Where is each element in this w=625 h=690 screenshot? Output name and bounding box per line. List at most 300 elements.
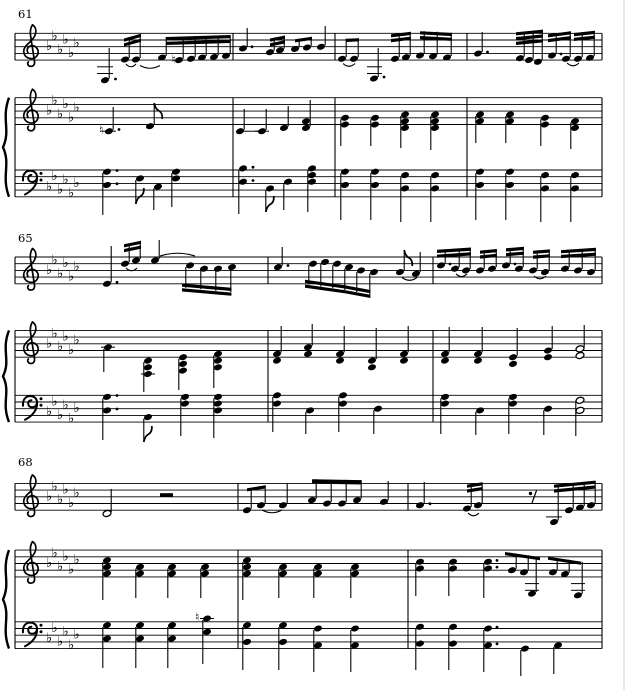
key-flat-icon: ♭	[51, 394, 58, 410]
notehead	[242, 556, 252, 564]
eighth-flag	[266, 196, 274, 212]
key-flat-icon: ♭	[73, 175, 80, 191]
notehead	[390, 55, 400, 63]
measure-number: 61	[18, 7, 33, 21]
key-flat-icon: ♭	[57, 407, 64, 423]
notehead	[143, 413, 153, 421]
notehead	[540, 171, 550, 179]
notehead	[369, 268, 379, 276]
augmentation-dot	[486, 51, 489, 54]
notehead	[143, 363, 153, 371]
notehead	[450, 265, 460, 273]
notehead	[337, 499, 347, 507]
beam	[480, 249, 497, 254]
notehead	[370, 114, 380, 122]
notehead	[301, 124, 311, 132]
notehead	[213, 393, 223, 401]
key-flat-icon: ♭	[51, 545, 58, 561]
notehead	[369, 74, 379, 82]
notehead	[102, 563, 112, 571]
notehead	[290, 45, 300, 53]
notehead	[213, 357, 223, 365]
notehead	[200, 563, 210, 571]
notehead	[178, 353, 188, 361]
notehead	[202, 614, 212, 622]
key-flat-icon: ♭	[68, 411, 75, 427]
tie-slur	[402, 278, 417, 281]
notehead	[415, 564, 425, 572]
notehead	[303, 350, 313, 358]
notehead	[440, 357, 450, 365]
notehead	[586, 268, 596, 276]
notehead	[473, 350, 483, 358]
piano-brace	[3, 550, 9, 649]
notehead	[533, 58, 543, 66]
key-flat-icon: ♭	[62, 32, 69, 48]
notehead	[400, 110, 410, 118]
key-flat-icon: ♭	[51, 93, 58, 109]
key-flat-icon: ♭	[68, 185, 75, 201]
notehead	[508, 360, 518, 368]
notehead	[102, 556, 112, 564]
key-flat-icon: ♭	[73, 35, 80, 51]
natural-accidental-icon: ♮	[171, 52, 176, 67]
bass-clef-dot	[40, 397, 43, 400]
key-flat-icon: ♭	[57, 42, 64, 58]
key-flat-icon: ♭	[68, 45, 75, 61]
notehead	[102, 181, 112, 189]
notehead	[102, 621, 112, 629]
half-notehead	[575, 396, 585, 404]
augmentation-dot	[560, 53, 563, 56]
key-flat-icon: ♭	[68, 343, 75, 358]
tie-slur	[126, 64, 136, 67]
notehead	[272, 400, 282, 408]
notehead	[135, 621, 145, 629]
notehead	[411, 270, 421, 278]
notehead	[120, 55, 130, 63]
notehead	[448, 564, 458, 572]
notehead	[186, 55, 196, 63]
notehead	[313, 570, 323, 578]
notehead	[349, 55, 359, 63]
key-flat-icon: ♭	[68, 562, 75, 578]
bass-clef-dot	[40, 179, 43, 182]
notehead	[540, 184, 550, 192]
tie-slur	[567, 63, 579, 66]
notehead	[430, 110, 440, 118]
beam	[295, 37, 312, 43]
notehead	[415, 558, 425, 566]
notehead	[145, 122, 155, 130]
key-flat-icon: ♭	[57, 266, 64, 282]
notehead	[313, 641, 323, 649]
bass-clef-icon	[23, 171, 37, 195]
notehead	[180, 400, 190, 408]
notehead	[185, 261, 195, 269]
notehead	[303, 343, 313, 351]
notehead	[278, 570, 288, 578]
augmentation-dot	[116, 169, 119, 172]
notehead	[543, 353, 553, 361]
notehead	[549, 518, 559, 526]
notehead	[135, 174, 145, 182]
notehead	[573, 266, 583, 274]
notehead	[570, 124, 580, 132]
notehead	[483, 624, 493, 632]
notehead	[273, 263, 283, 271]
beam	[346, 38, 359, 42]
notehead	[564, 506, 574, 514]
key-flat-icon: ♭	[51, 252, 58, 268]
notehead	[400, 117, 410, 125]
notehead	[131, 55, 141, 63]
notehead	[340, 114, 350, 122]
augmentation-dot	[252, 166, 255, 169]
augmentation-dot	[287, 264, 290, 267]
piano-brace	[3, 98, 9, 197]
beam	[506, 252, 524, 257]
notehead	[370, 120, 380, 128]
notehead	[167, 570, 177, 578]
notehead	[483, 564, 493, 572]
notehead	[540, 114, 550, 122]
notehead	[570, 117, 580, 125]
key-flat-icon: ♭	[73, 627, 80, 643]
notehead	[102, 168, 112, 176]
key-flat-icon: ♭	[62, 482, 69, 498]
key-flat-icon: ♭	[46, 262, 53, 278]
notehead	[448, 558, 458, 566]
notehead	[543, 346, 553, 354]
notehead	[313, 624, 323, 632]
key-flat-icon: ♭	[57, 106, 64, 122]
notehead	[242, 621, 252, 629]
augmentation-dot	[496, 643, 499, 646]
notehead	[507, 566, 517, 574]
notehead	[367, 363, 377, 371]
key-flat-icon: ♭	[51, 29, 58, 45]
notehead	[213, 406, 223, 414]
notehead	[104, 127, 114, 135]
notehead	[305, 406, 315, 414]
beam	[533, 254, 550, 259]
key-flat-icon: ♭	[46, 39, 53, 55]
notehead	[561, 55, 571, 63]
natural-accidental-icon: ♮	[99, 123, 104, 137]
notehead	[150, 256, 160, 264]
key-flat-icon: ♭	[62, 329, 69, 345]
notehead	[242, 570, 252, 578]
notehead	[399, 357, 409, 365]
bass-clef-dot	[40, 624, 43, 627]
key-flat-icon: ♭	[68, 637, 75, 653]
notehead	[102, 406, 112, 414]
key-flat-icon: ♭	[68, 496, 75, 511]
notehead	[415, 51, 425, 59]
key-flat-icon: ♭	[51, 326, 58, 342]
measure-number: 65	[18, 231, 33, 245]
tie-slur	[160, 253, 195, 256]
notehead	[508, 393, 518, 401]
notehead	[322, 499, 332, 507]
key-flat-icon: ♭	[51, 621, 58, 636]
beam	[516, 30, 543, 36]
notehead	[473, 501, 483, 509]
notehead	[505, 168, 515, 176]
notehead	[461, 266, 471, 274]
augmentation-dot	[116, 281, 119, 284]
notehead	[283, 178, 293, 186]
notehead	[505, 181, 515, 189]
augmentation-dot	[449, 263, 452, 266]
key-flat-icon: ♭	[46, 103, 53, 119]
beam	[420, 31, 452, 36]
notehead	[131, 256, 141, 264]
key-flat-icon: ♭	[62, 96, 69, 112]
bass-clef-dot	[40, 404, 43, 407]
notehead	[167, 621, 177, 629]
notehead	[475, 181, 485, 189]
key-flat-icon: ♭	[73, 401, 80, 417]
notehead	[440, 400, 450, 408]
natural-accidental-icon: ♮	[195, 610, 200, 624]
beam	[506, 247, 524, 252]
notehead	[415, 640, 425, 648]
key-flat-icon: ♭	[73, 259, 80, 275]
key-flat-icon: ♭	[62, 172, 69, 188]
notehead	[102, 280, 112, 288]
notehead	[238, 44, 248, 52]
notehead	[307, 178, 317, 186]
notehead	[100, 76, 110, 84]
notehead	[462, 504, 472, 512]
augmentation-dot	[114, 78, 117, 81]
notehead	[528, 266, 538, 274]
beam	[437, 248, 471, 254]
notehead	[135, 563, 145, 571]
measure-number: 68	[18, 455, 33, 469]
notehead	[180, 393, 190, 401]
beam	[312, 479, 361, 484]
notehead	[102, 635, 112, 643]
augmentation-dot	[514, 263, 517, 266]
key-flat-icon: ♭	[62, 256, 69, 272]
notehead	[548, 568, 558, 576]
notehead	[440, 350, 450, 358]
notehead	[373, 405, 383, 413]
notehead	[332, 260, 342, 268]
notehead	[135, 570, 145, 578]
notehead	[213, 265, 223, 273]
notehead	[307, 171, 317, 179]
notehead	[265, 48, 275, 56]
notehead	[560, 265, 570, 273]
notehead	[553, 641, 563, 649]
notehead	[335, 350, 345, 358]
augmentation-dot	[429, 502, 432, 505]
notehead	[475, 110, 485, 118]
key-flat-icon: ♭	[46, 404, 53, 420]
beam	[391, 32, 411, 38]
notehead	[171, 168, 181, 176]
notehead	[400, 171, 410, 179]
notehead	[514, 265, 524, 273]
notehead	[400, 124, 410, 132]
notehead	[573, 55, 583, 63]
notehead	[344, 263, 354, 271]
notehead	[278, 563, 288, 571]
notehead	[227, 263, 237, 271]
tie-slur	[468, 513, 479, 516]
key-flat-icon: ♭	[46, 489, 53, 505]
notehead	[473, 49, 483, 57]
tie-slur	[140, 66, 160, 69]
notehead	[540, 120, 550, 128]
notehead	[540, 268, 550, 276]
augmentation-dot	[116, 408, 119, 411]
notehead	[301, 117, 311, 125]
bass-clef-dot	[40, 172, 43, 175]
notehead	[350, 624, 360, 632]
notehead	[585, 54, 595, 62]
notehead	[238, 178, 248, 186]
piano-brace	[3, 330, 9, 422]
notehead	[202, 628, 212, 636]
notehead	[242, 506, 252, 514]
notehead	[340, 168, 350, 176]
notehead	[335, 357, 345, 365]
notehead	[213, 350, 223, 358]
notehead	[200, 570, 210, 578]
notehead	[272, 357, 282, 365]
notehead	[350, 563, 360, 571]
key-flat-icon: ♭	[57, 634, 64, 650]
beam	[516, 34, 543, 40]
bass-clef-dot	[40, 630, 43, 633]
notehead	[265, 184, 275, 192]
notehead	[302, 43, 312, 51]
notehead	[415, 623, 425, 631]
key-flat-icon: ♭	[46, 556, 53, 571]
eighth-rest	[529, 492, 532, 495]
key-flat-icon: ♭	[73, 100, 80, 116]
beam	[467, 487, 482, 493]
notehead	[487, 265, 497, 273]
notehead	[501, 261, 511, 269]
notehead	[448, 640, 458, 648]
notehead	[519, 568, 529, 576]
key-flat-icon: ♭	[51, 169, 58, 185]
notehead	[524, 56, 534, 64]
half-notehead	[575, 345, 585, 353]
notehead	[213, 400, 223, 408]
notehead	[340, 181, 350, 189]
notehead	[350, 641, 360, 649]
notehead	[395, 268, 405, 276]
notehead	[278, 638, 288, 646]
notehead	[103, 343, 113, 351]
notehead	[338, 400, 348, 408]
notehead	[436, 261, 446, 269]
beam	[166, 35, 230, 40]
notehead	[547, 51, 557, 59]
notehead	[370, 168, 380, 176]
key-flat-icon: ♭	[68, 110, 75, 126]
half-notehead	[575, 406, 585, 414]
notehead	[520, 645, 530, 653]
notehead	[475, 117, 485, 125]
notehead	[570, 171, 580, 179]
notehead	[573, 591, 583, 599]
augmentation-dot	[496, 566, 499, 569]
notehead	[356, 266, 366, 274]
notehead	[352, 496, 362, 504]
key-flat-icon: ♭	[62, 624, 69, 640]
notehead	[399, 350, 409, 358]
notehead	[143, 370, 153, 378]
notehead	[505, 117, 515, 125]
notehead	[102, 393, 112, 401]
notehead	[313, 563, 323, 571]
notehead	[475, 168, 485, 176]
key-flat-icon: ♭	[57, 559, 64, 575]
notehead	[379, 498, 389, 506]
notehead	[448, 623, 458, 631]
key-flat-icon: ♭	[51, 479, 58, 495]
notehead	[430, 117, 440, 125]
beam	[480, 254, 497, 259]
augmentation-dot	[496, 559, 499, 562]
notehead	[430, 184, 440, 192]
notehead	[400, 184, 410, 192]
notehead	[370, 181, 380, 189]
notehead	[508, 353, 518, 361]
notehead	[508, 400, 518, 408]
beam	[391, 37, 411, 43]
notehead	[350, 570, 360, 578]
notehead	[440, 393, 450, 401]
notehead	[242, 563, 252, 571]
key-flat-icon: ♭	[73, 552, 80, 568]
notehead	[473, 357, 483, 365]
notehead	[475, 406, 485, 414]
notehead	[102, 570, 112, 578]
notehead	[120, 260, 130, 268]
key-flat-icon: ♭	[46, 179, 53, 195]
key-flat-icon: ♭	[62, 549, 69, 565]
notehead	[238, 164, 248, 172]
notehead	[307, 496, 317, 504]
notehead	[430, 124, 440, 132]
key-flat-icon: ♭	[46, 631, 53, 647]
notehead	[272, 391, 282, 399]
notehead	[213, 363, 223, 371]
notehead	[257, 127, 267, 135]
key-flat-icon: ♭	[73, 332, 80, 348]
augmentation-dot	[383, 76, 386, 79]
notehead	[415, 501, 425, 509]
notehead	[515, 54, 525, 62]
key-flat-icon: ♭	[57, 182, 64, 198]
half-notehead	[102, 509, 112, 517]
eighth-flag	[144, 426, 152, 442]
notehead	[570, 184, 580, 192]
notehead	[242, 638, 252, 646]
beam	[574, 31, 595, 36]
beam	[533, 249, 550, 254]
notehead	[278, 621, 288, 629]
